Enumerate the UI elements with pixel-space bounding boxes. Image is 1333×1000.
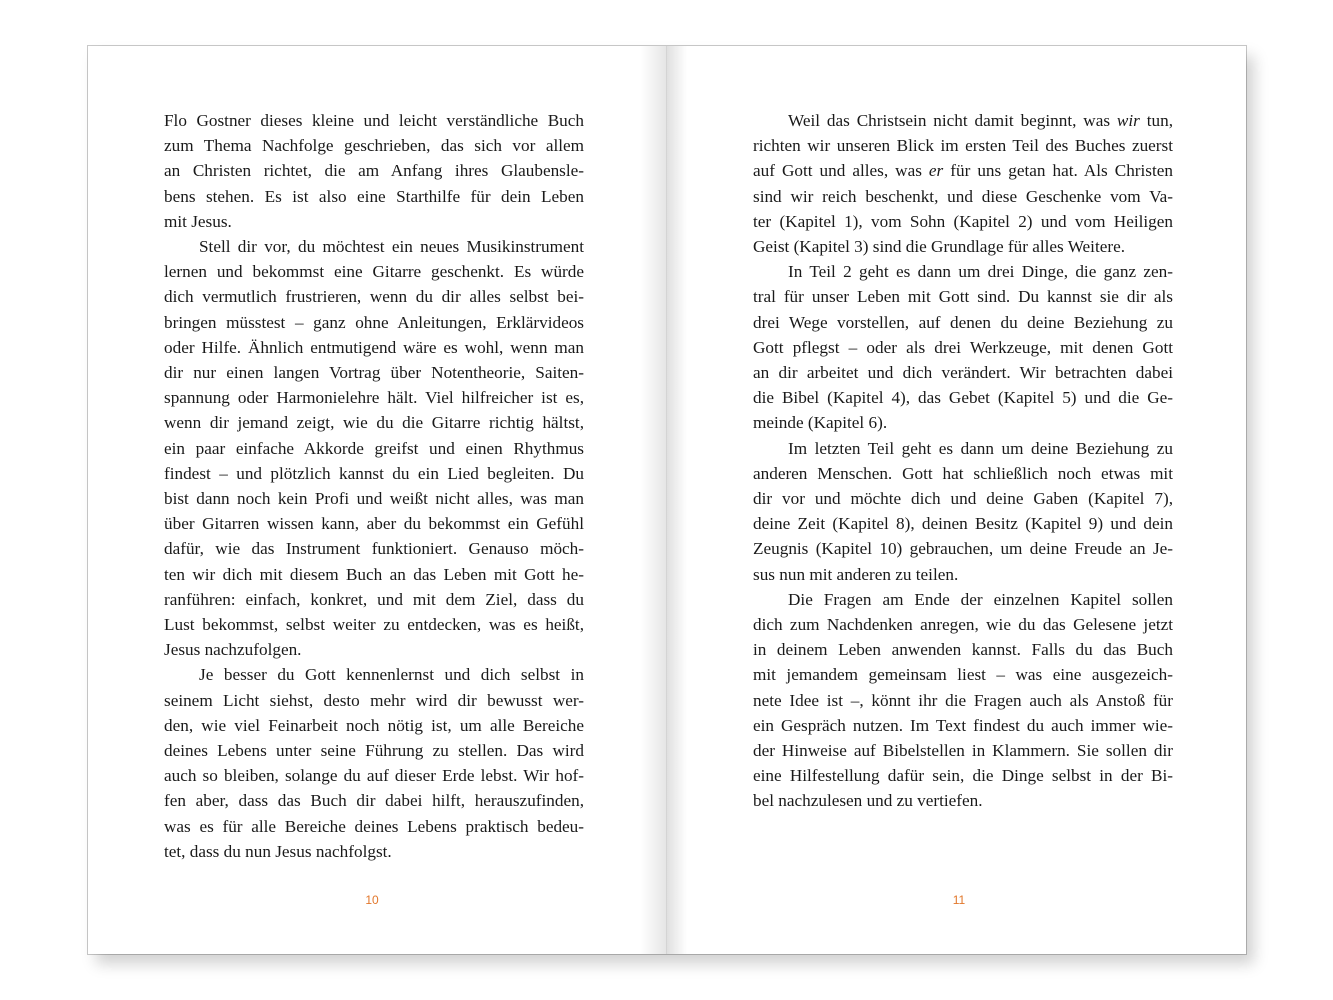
text-line: ter (Kapitel 1), vom Sohn (Kapitel 2) und vom Heiligen — [753, 211, 1173, 231]
right-page — [667, 46, 1246, 954]
text-line: die Bibel (Kapitel 4), das Gebet (Kapitel 5) und die Ge- — [753, 388, 1173, 408]
text-line: an dir arbeitet und dich verändert. Wir betrachten dabei — [753, 363, 1173, 383]
text-line: oder Hilfe. Ähnlich entmutigend wäre es wohl, wenn man — [164, 337, 584, 357]
text-line: zum Thema Nachfolge geschrieben, das sich vor allem — [164, 136, 584, 156]
gutter-shadow — [667, 46, 687, 954]
paragraph — [753, 259, 1173, 435]
text-line: dir nur einen langen Vortrag über Notentheorie, Saiten- — [164, 363, 584, 383]
page-number: 11 — [952, 893, 966, 907]
text-line: was es für alle Bereiche deines Lebens praktisch bedeu- — [164, 816, 584, 836]
text-line: bringen müsstest – ganz ohne Anleitungen, Erklärvideos — [164, 312, 584, 332]
text-line: den, wie viel Feinarbeit noch nötig ist, um alle Bereiche — [164, 715, 584, 735]
paragraph — [164, 662, 584, 864]
text-line: meinde (Kapitel 6). — [753, 413, 888, 433]
paragraph — [164, 108, 584, 234]
text-line: In Teil 2 geht es dann um drei Dinge, die ganz zen- — [788, 262, 1173, 282]
paragraph — [753, 436, 1173, 587]
text-line: dafür, wie das Instrument funktioniert. Genauso möch- — [164, 539, 584, 559]
text-line: Jesus nachzufolgen. — [164, 640, 302, 660]
text-line: ein paar einfache Akkorde greifst und einen Rhythmus — [164, 438, 584, 458]
text-line: Geist (Kapitel 3) sind die Grundlage für alles Weitere. — [753, 237, 1126, 257]
text-line: Gott pflegst – oder als drei Werkzeuge, mit denen Gott — [753, 337, 1173, 357]
text-line: Flo Gostner dieses kleine und leicht verständliche Buch — [164, 111, 584, 130]
text-line: über Gitarren wissen kann, aber du bekommst ein Gefühl — [164, 514, 584, 534]
text-line: tet, dass du nun Jesus nachfolgst. — [164, 841, 392, 861]
text-line: in deinem Leben anwenden kannst. Falls du das Buch — [753, 640, 1173, 660]
emphasis: er — [928, 161, 944, 181]
text-line: auf Gott und alles, was er für uns getan hat. Als Christen — [753, 161, 1173, 181]
text-line: spannung oder Harmonielehre hält. Viel hilfreicher ist es, — [164, 388, 584, 408]
text-line: findest – und plötzlich kannst du ein Lied begleiten. Du — [164, 463, 584, 483]
text-line: ten wir dich mit diesem Buch an das Leben mit Gott he- — [164, 564, 584, 584]
page-number: 10 — [365, 893, 379, 907]
paragraph — [753, 108, 1173, 259]
text-line: an Christen richtet, die am Anfang ihres Glaubensle- — [164, 161, 584, 181]
text-line: dich vermutlich frustrieren, wenn du dir alles selbst bei- — [164, 287, 584, 307]
text-line: deines Lebens unter seine Führung zu stellen. Das wird — [164, 741, 584, 761]
text-line: sind wir reich beschenkt, und diese Geschenke vom Va- — [753, 186, 1173, 206]
text-line: Lust bekommst, selbst weiter zu entdecken, was es heißt, — [164, 615, 584, 635]
left-page — [88, 46, 667, 954]
text-line: lernen und bekommst eine Gitarre geschenkt. Es würde — [164, 262, 584, 282]
text-line: auch so bleiben, solange du auf dieser Erde lebst. Wir hof- — [164, 766, 584, 786]
book-spread — [88, 46, 1246, 954]
text-line: der Hinweise auf Bibelstellen in Klammern. Sie sollen dir — [753, 741, 1173, 761]
paragraph — [753, 587, 1173, 814]
left-page-body-text — [164, 108, 584, 864]
text-line: bel nachzulesen und zu vertiefen. — [753, 791, 983, 811]
text-line: Im letzten Teil geht es dann um deine Beziehung zu — [788, 438, 1173, 458]
text-line: bist dann noch kein Profi und weißt nicht alles, was man — [164, 489, 584, 509]
text-line: bens stehen. Es ist also eine Starthilfe für dein Leben — [164, 186, 584, 206]
text-line: ranführen: einfach, konkret, und mit dem Ziel, dass du — [164, 589, 584, 609]
text-line: mit jemandem gemeinsam liest – was eine ausgezeich- — [753, 665, 1173, 685]
text-line: Die Fragen am Ende der einzelnen Kapitel sollen — [788, 589, 1173, 609]
text-line: richten wir unseren Blick im ersten Teil des Buches zuerst — [753, 136, 1173, 156]
text-line: deine Zeit (Kapitel 8), deinen Besitz (Kapitel 9) und dein — [753, 514, 1173, 534]
text-line: ein Gespräch nutzen. Im Text findest du auch immer wie- — [753, 715, 1173, 735]
text-line: Zeugnis (Kapitel 10) gebrauchen, um deine Freude an Je- — [753, 539, 1173, 559]
text-line: tral für unser Leben mit Gott sind. Du kannst sie dir als — [753, 287, 1173, 307]
text-line: wenn dir jemand zeigt, wie du die Gitarre richtig hältst, — [164, 413, 584, 433]
text-line: dir vor und möchte dich und deine Gaben (Kapitel 7), — [753, 489, 1173, 509]
emphasis: wir — [1116, 111, 1140, 130]
text-line: mit Jesus. — [164, 211, 232, 231]
text-line: Je besser du Gott kennenlernst und dich selbst in — [199, 665, 584, 685]
text-line: Stell dir vor, du möchtest ein neues Musikinstrument — [199, 237, 584, 257]
text-line: dich zum Nachdenken anregen, wie du das Gelesene jetzt — [753, 615, 1173, 635]
paragraph — [164, 234, 584, 662]
right-page-body-text — [753, 108, 1173, 814]
text-line: fen aber, dass das Buch dir dabei hilft, herauszufinden, — [164, 791, 584, 811]
text-line: nete Idee ist –, könnt ihr die Fragen auch als Anstoß für — [753, 690, 1173, 710]
text-line: drei Wege vorstellen, auf denen du deine Beziehung zu — [753, 312, 1173, 332]
text-line: anderen Menschen. Gott hat schließlich noch etwas mit — [753, 463, 1173, 483]
text-line: Weil das Christsein nicht damit beginnt, was wir tun, — [788, 111, 1174, 130]
text-line: seinem Licht siehst, desto mehr wird dir bewusst wer- — [164, 690, 584, 710]
gutter-shadow — [640, 46, 666, 954]
text-line: eine Hilfestellung dafür sein, die Dinge selbst in der Bi- — [753, 766, 1173, 786]
text-line: sus nun mit anderen zu teilen. — [753, 564, 959, 584]
